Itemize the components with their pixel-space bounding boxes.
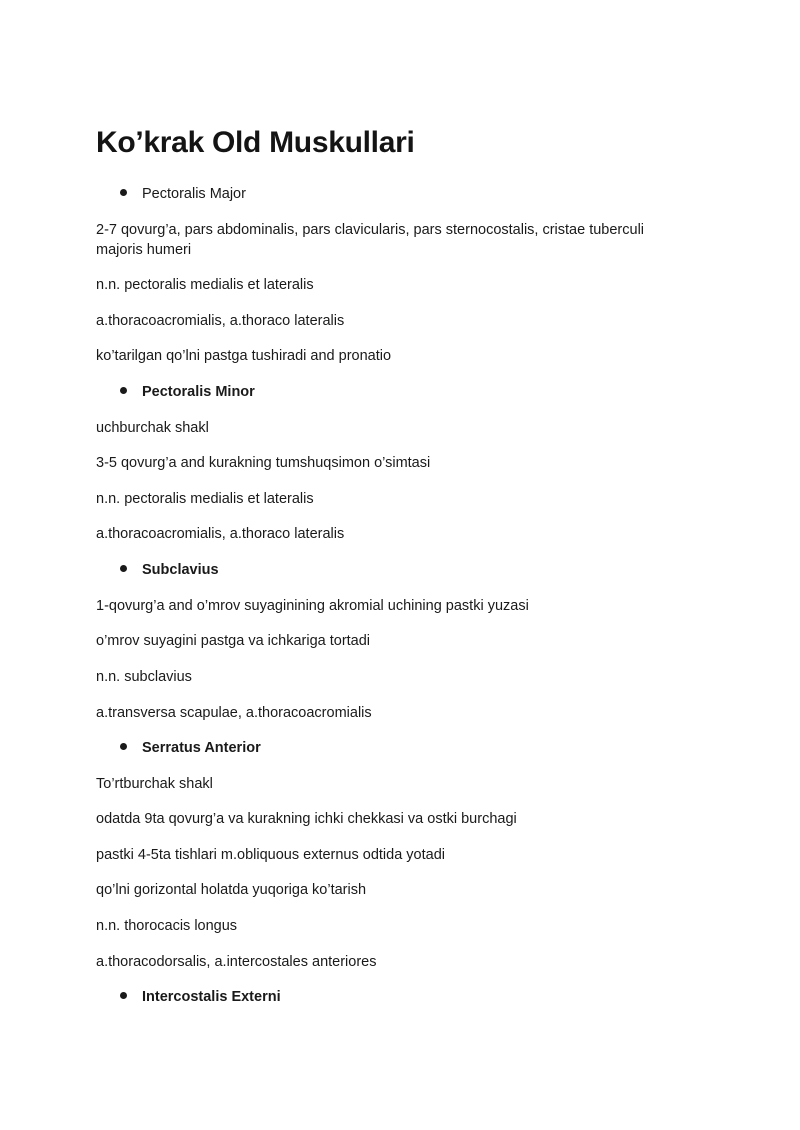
paragraph: pastki 4-5ta tishlari m.obliquous externus odtida yotadi — [96, 847, 445, 863]
bullet-dot-icon — [120, 743, 127, 750]
paragraph: 1-qovurg’a and o’mrov suyaginining akromial uchining pastki yuzasi — [96, 598, 529, 614]
bullet-dot-icon — [120, 565, 127, 572]
section-heading-pectoralis-minor — [120, 382, 255, 402]
paragraph: o’mrov suyagini pastga va ichkariga tortadi — [96, 633, 371, 649]
section-heading-label: Pectoralis Minor — [142, 384, 255, 400]
bullet-dot-icon — [120, 189, 127, 196]
section-heading-intercostalis-externi — [120, 987, 281, 1007]
paragraph: 2-7 qovurg’a, pars abdominalis, pars clavicularis, pars sternocostalis, cristae tuberculi majoris humeri — [96, 222, 645, 258]
paragraph: n.n. pectoralis medialis et lateralis — [96, 491, 314, 507]
section-heading-label: Subclavius — [142, 562, 219, 578]
section-heading-pectoralis-major — [120, 184, 246, 204]
paragraph: ko’tarilgan qo’lni pastga tushiradi and pronatio — [96, 348, 392, 364]
paragraph: qo’lni gorizontal holatda yuqoriga ko’tarish — [96, 882, 367, 898]
paragraph: a.thoracoacromialis, a.thoraco lateralis — [96, 313, 345, 329]
page-title: Ko’krak Old Muskullari — [96, 126, 415, 159]
paragraph: n.n. pectoralis medialis et lateralis — [96, 277, 314, 293]
paragraph: a.thoracodorsalis, a.intercostales anteriores — [96, 954, 377, 970]
paragraph: To’rtburchak shakl — [96, 776, 213, 792]
paragraph: n.n. subclavius — [96, 669, 192, 685]
paragraph: n.n. thorocacis longus — [96, 918, 238, 934]
paragraph: a.transversa scapulae, a.thoracoacromialis — [96, 705, 372, 721]
section-heading-serratus-anterior — [120, 738, 261, 758]
bullet-dot-icon — [120, 992, 127, 999]
paragraph: uchburchak shakl — [96, 420, 209, 436]
paragraph: a.thoracoacromialis, a.thoraco lateralis — [96, 526, 345, 542]
section-heading-subclavius — [120, 560, 219, 580]
section-heading-label: Pectoralis Major — [142, 186, 246, 202]
bullet-dot-icon — [120, 387, 127, 394]
paragraph: 3-5 qovurg’a and kurakning tumshuqsimon o’simtasi — [96, 455, 431, 471]
paragraph: odatda 9ta qovurg’a va kurakning ichki chekkasi va ostki burchagi — [96, 811, 517, 827]
section-heading-label: Serratus Anterior — [142, 740, 261, 756]
section-heading-label: Intercostalis Externi — [142, 989, 281, 1005]
